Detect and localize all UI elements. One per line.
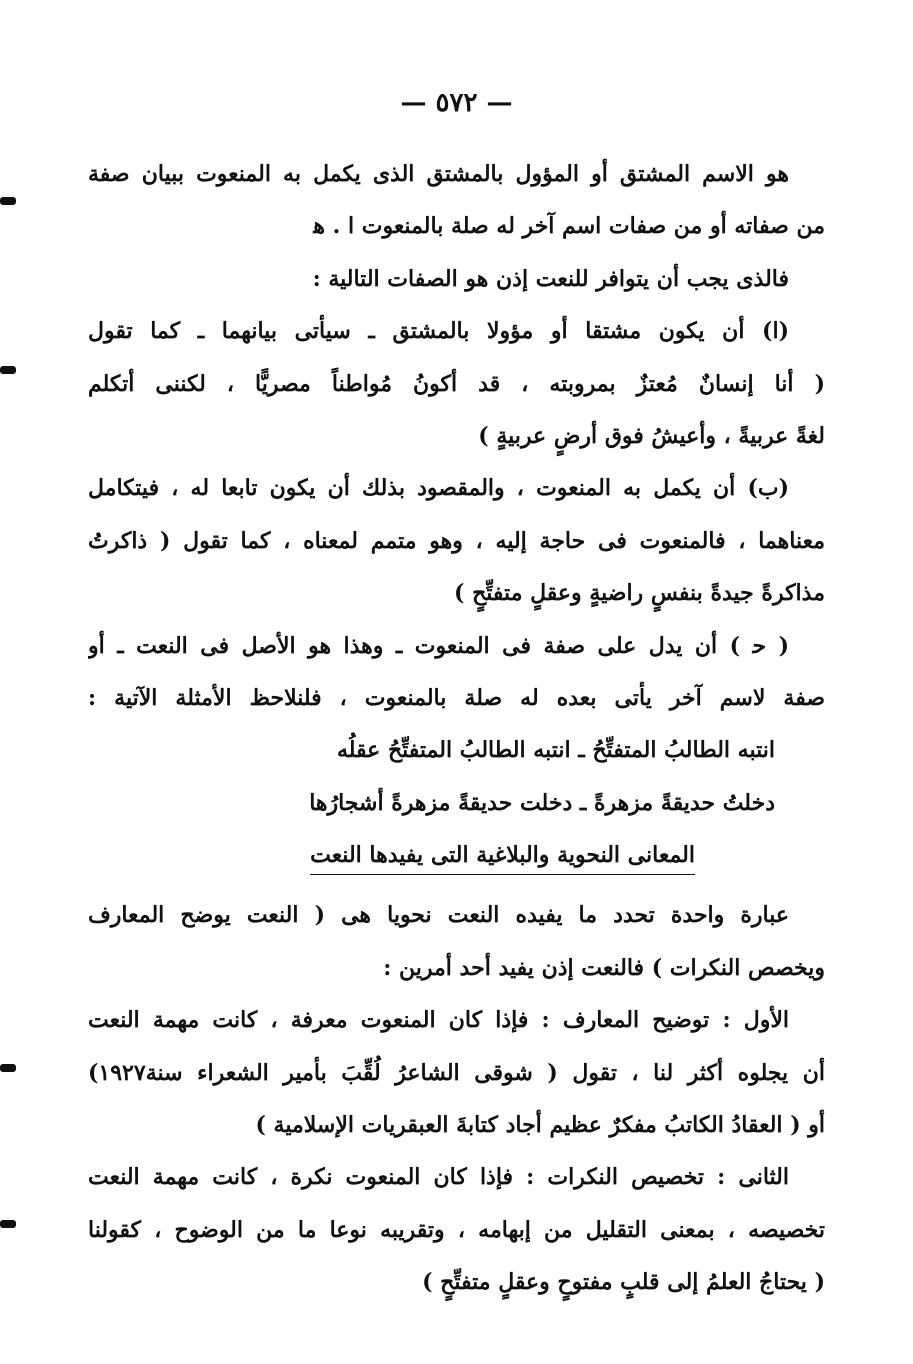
- text-line: ويخصص النكرات ) فالنعت إذن يفيد أحد أمرين :: [383, 954, 825, 981]
- example-line: انتبه الطالبُ المتفتِّحُ ـ انتبه الطالبُ المتفتِّحُ عقلُه: [336, 737, 775, 764]
- text-line: ( يحتاجُ العلمُ إلى قلبٍ مفتوحٍ وعقلٍ متفتِّحٍ ): [422, 1269, 825, 1296]
- text-line: أو ( العقادُ الكاتبُ مفكرٌ عظيم أجاد كتابةَ العبقريات الإسلامية ): [255, 1112, 825, 1139]
- text-line: الثانى : تخصيص النكرات : فإذا كان المنعوت نكرة ، كانت مهمة النعت: [88, 1164, 789, 1191]
- text-line: لغةً عربيةً ، وأعيشُ فوق أرضٍ عربيةٍ ): [478, 422, 825, 449]
- text-line: مذاكرةً جيدةً بنفسٍ راضيةٍ وعقلٍ متفتِّحٍ ): [454, 580, 825, 607]
- text-line: أن يجلوه أكثر لنا ، تقول ( شوقى الشاعرُ لُقِّبَ بأمير الشعراء سنة١٩٢٧): [88, 1059, 825, 1086]
- text-line: صفة لاسم آخر يأتى بعده له صلة بالمنعوت ، فلنلاحظ الأمثلة الآتية :: [88, 684, 825, 711]
- margin-mark: [0, 1220, 16, 1228]
- section-heading: [88, 829, 825, 881]
- page-number: — ٥٧٢ —: [400, 88, 513, 118]
- margin-mark: [0, 1064, 16, 1072]
- text-line: من صفاته أو من صفات اسم آخر له صلة بالمنعوت ا . ﻫ: [313, 213, 825, 240]
- margin-mark: [0, 366, 16, 374]
- text-line: ( أنا إنسانٌ مُعتزٌ بمروبته ، قد أكونُ مُواطناً مصريًّا ، لكننى أتكلم: [88, 370, 825, 397]
- text-line: فالذى يجب أن يتوافر للنعت إذن هو الصفات التالية :: [312, 265, 789, 292]
- margin-mark: [0, 197, 16, 205]
- text-line: الأول : توضيح المعارف : فإذا كان المنعوت معرفة ، كانت مهمة النعت: [88, 1007, 789, 1034]
- text-line: ( ﺣ ) أن يدل على صفة فى المنعوت ـ وهذا هو الأصل فى النعت ـ أو: [88, 632, 789, 659]
- text-line: (ا) أن يكون مشتقا أو مؤولا بالمشتق ـ سيأتى بيانهما ـ كما تقول: [88, 318, 789, 345]
- text-line: هو الاسم المشتق أو المؤول بالمشتق الذى يكمل به المنعوت ببيان صفة: [88, 161, 789, 187]
- example-line: دخلتُ حديقةً مزهرةً ـ دخلت حديقةً مزهرةً أشجارُها: [309, 789, 775, 816]
- text-line: معناهما ، فالمنعوت فى حاجة إليه ، وهو متمم لمعناه ، كما تقول ( ذاكرتُ: [88, 527, 825, 554]
- text-line: (ب) أن يكمل به المنعوت ، والمقصود بذلك أن يكون تابعا له ، فيتكامل: [88, 475, 789, 502]
- text-line: تخصيصه ، بمعنى التقليل من إبهامه ، وتقريبه نوعا ما من الوضوح ، كقولنا: [88, 1216, 825, 1243]
- body-text: [88, 148, 825, 1309]
- section-heading-text: المعانى النحوية والبلاغية التى يفيدها النعت: [310, 842, 695, 875]
- text-line: عبارة واحدة تحدد ما يفيده النعت نحويا هى ( النعت يوضح المعارف: [88, 902, 789, 929]
